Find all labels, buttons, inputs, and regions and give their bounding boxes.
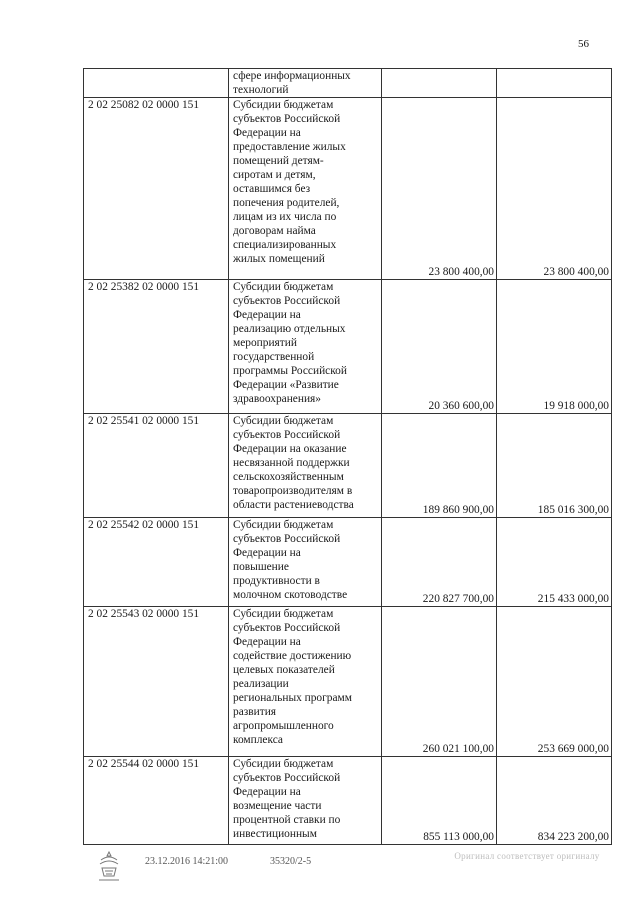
row-value-1: 220 827 700,00: [382, 518, 497, 607]
row-value-1: 260 021 100,00: [382, 607, 497, 757]
row-code: 2 02 25544 02 0000 151: [84, 757, 229, 845]
table-row: [84, 607, 612, 757]
row-code: 2 02 25541 02 0000 151: [84, 414, 229, 518]
row-value-1: 189 860 900,00: [382, 414, 497, 518]
row-name: сфере информационных технологий: [229, 69, 382, 98]
row-value-2: 215 433 000,00: [497, 518, 612, 607]
table-row: [84, 98, 612, 280]
row-value-1: 23 800 400,00: [382, 98, 497, 280]
row-value-1: 855 113 000,00: [382, 757, 497, 845]
row-value-2: 834 223 200,00: [497, 757, 612, 845]
footer-doc-number: 35320/2-5: [270, 856, 312, 867]
table-row: [84, 757, 612, 845]
stamp-text: Оригинал соответствует оригиналу: [454, 851, 600, 861]
row-value-1: [382, 69, 497, 98]
row-value-2: 253 669 000,00: [497, 607, 612, 757]
row-name: Субсидии бюджетам субъектов Российской Федерации на оказание несвязанной поддержки сельскохозяйственным товаропроизводителям в области растениеводства: [229, 414, 382, 518]
row-code: 2 02 25082 02 0000 151: [84, 98, 229, 280]
row-name: Субсидии бюджетам субъектов Российской Федерации на предоставление жилых помещений детям- сиротам и детям, оставшимся без попечения родителей, лицам из их числа по договорам найма специализированных жилых помещений: [229, 98, 382, 280]
row-name: Субсидии бюджетам субъектов Российской Федерации на содействие достижению целевых показателей реализации региональных программ развития агропромышленного комплекса: [229, 607, 382, 757]
row-code: 2 02 25543 02 0000 151: [84, 607, 229, 757]
row-value-2: 19 918 000,00: [497, 280, 612, 414]
row-code: [84, 69, 229, 98]
budget-table: [83, 68, 612, 845]
table-row: [84, 280, 612, 414]
row-name: Субсидии бюджетам субъектов Российской Федерации на реализацию отдельных мероприятий государственной программы Российской Федерации «Развитие здравоохранения»: [229, 280, 382, 414]
row-value-2: 185 016 300,00: [497, 414, 612, 518]
row-value-2: 23 800 400,00: [497, 98, 612, 280]
row-name: Субсидии бюджетам субъектов Российской Федерации на повышение продуктивности в молочном скотоводстве: [229, 518, 382, 607]
table-row: [84, 69, 612, 98]
row-code: 2 02 25382 02 0000 151: [84, 280, 229, 414]
row-value-2: [497, 69, 612, 98]
row-code: 2 02 25542 02 0000 151: [84, 518, 229, 607]
footer-date: 23.12.2016 14:21:00: [145, 856, 229, 867]
row-name: Субсидии бюджетам субъектов Российской Федерации на возмещение части процентной ставки по инвестиционным: [229, 757, 382, 845]
row-value-1: 20 360 600,00: [382, 280, 497, 414]
table-row: [84, 518, 612, 607]
table-row: [84, 414, 612, 518]
page-number: 56: [578, 38, 589, 50]
coat-of-arms-icon: [95, 850, 123, 882]
